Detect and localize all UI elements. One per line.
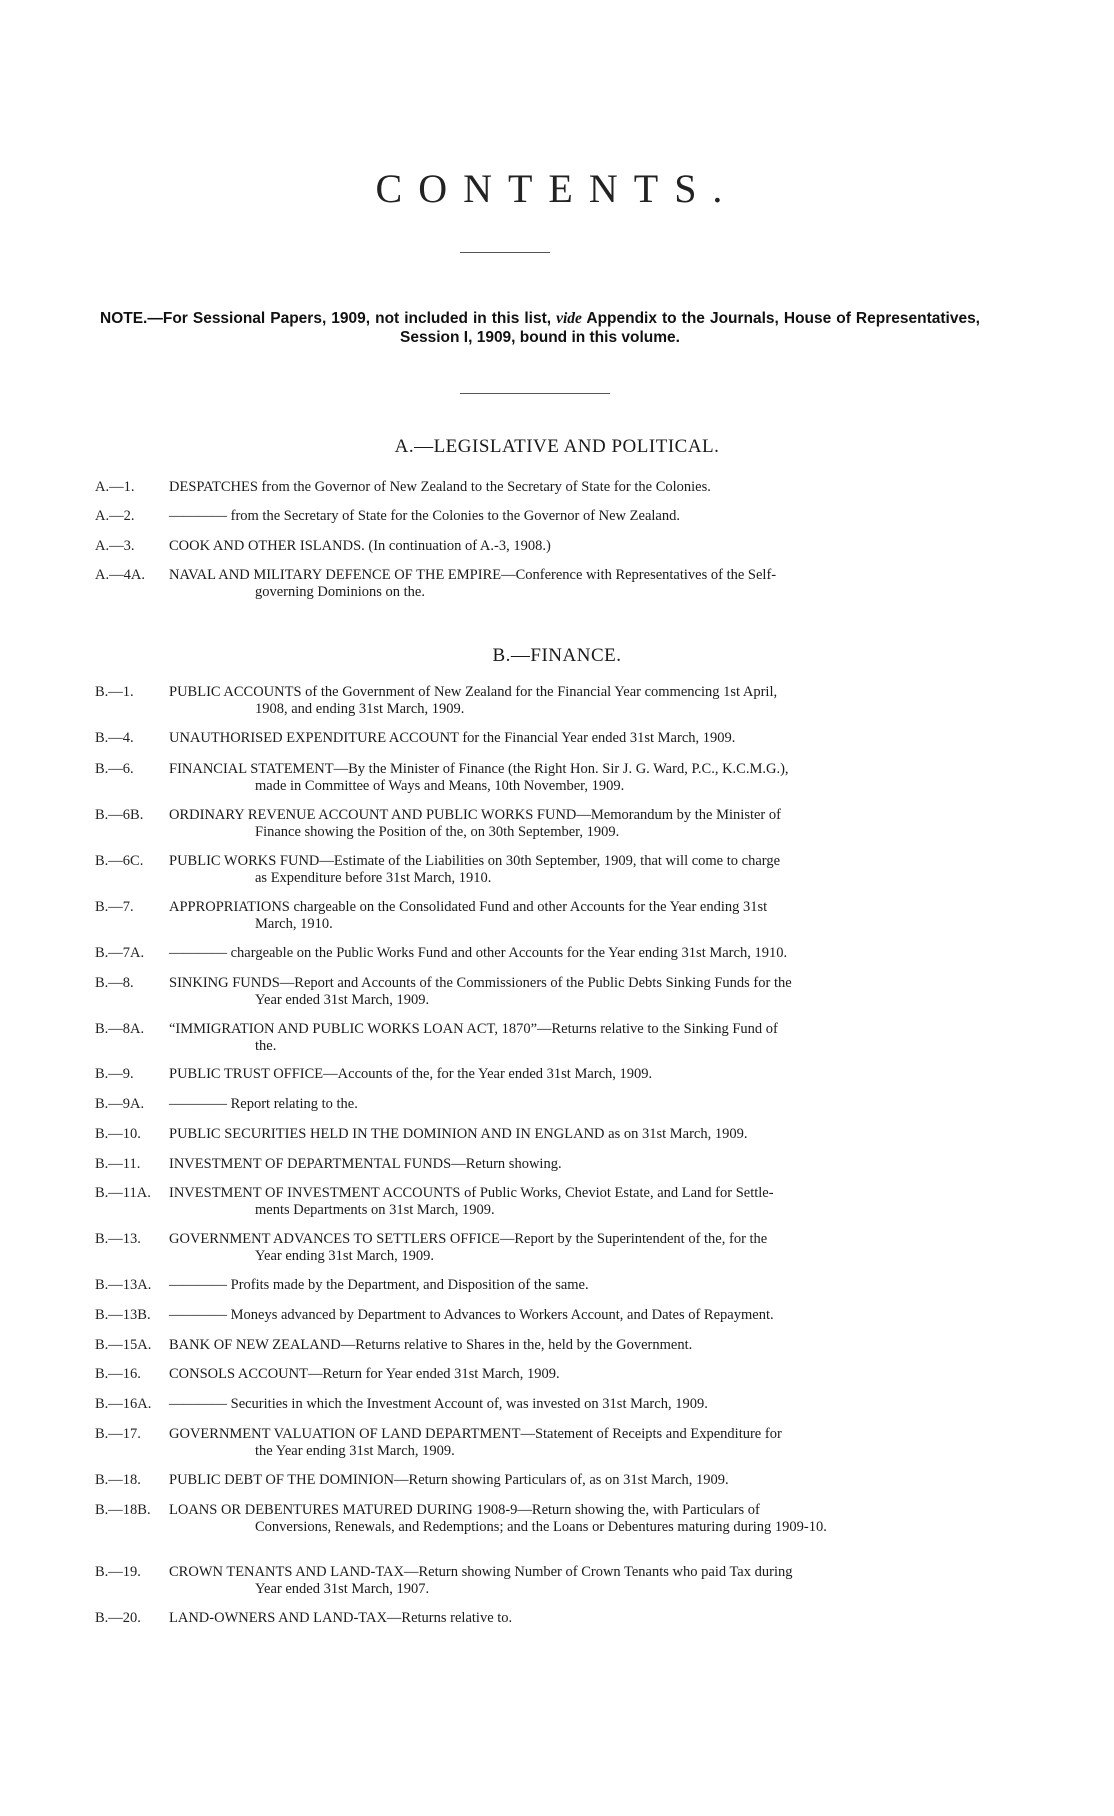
entry-title: PUBLIC SECURITIES HELD IN THE DOMINION AND IN ENGLAND as on 31st March, 1909. — [169, 1126, 748, 1142]
entry-title: INVESTMENT OF DEPARTMENTAL FUNDS—Return showing. — [169, 1156, 562, 1172]
entry-code: A.—3. — [95, 538, 135, 554]
entry-code: B.—6B. — [95, 807, 144, 823]
entry-continuation: Year ended 31st March, 1907. — [255, 1581, 430, 1597]
entry-continuation: March, 1910. — [255, 916, 333, 932]
entry-code: B.—9. — [95, 1066, 134, 1082]
entry-title: UNAUTHORISED EXPENDITURE ACCOUNT for the Financial Year ended 31st March, 1909. — [169, 730, 736, 746]
entry-continuation: Finance showing the Position of the, on 30th September, 1909. — [255, 824, 620, 840]
entry-code: B.—20. — [95, 1610, 141, 1626]
entry-title: LAND-OWNERS AND LAND-TAX—Returns relative to. — [169, 1610, 513, 1626]
entry-code: B.—15A. — [95, 1337, 152, 1353]
entry-code: A.—4A. — [95, 567, 145, 583]
entry-title: NAVAL AND MILITARY DEFENCE OF THE EMPIRE—Conference with Representatives of the Self- — [169, 567, 777, 583]
entry-text — [169, 945, 995, 962]
entry-continuation: governing Dominions on the. — [255, 584, 425, 600]
entry-text — [169, 684, 995, 718]
note-vide: vide — [556, 310, 582, 327]
entry-title: ORDINARY REVENUE ACCOUNT AND PUBLIC WORKS FUND—Memorandum by the Minister of — [169, 807, 781, 823]
entry-code: B.—17. — [95, 1426, 141, 1442]
entry-code: B.—7. — [95, 899, 134, 915]
entry-code: B.—13A. — [95, 1277, 152, 1293]
entry-continuation: Year ended 31st March, 1909. — [255, 992, 430, 1008]
entry-code: B.—8A. — [95, 1021, 145, 1037]
entry-title: ———— Report relating to the. — [169, 1096, 358, 1112]
entry-text — [169, 479, 995, 496]
entry-text — [169, 1337, 995, 1354]
entry-code: B.—6. — [95, 761, 134, 777]
entry-text — [169, 1366, 995, 1383]
entry-text — [169, 1502, 995, 1536]
entry-title: GOVERNMENT ADVANCES TO SETTLERS OFFICE—Report by the Superintendent of the, for the — [169, 1231, 768, 1247]
entry-title: CROWN TENANTS AND LAND-TAX—Return showing Number of Crown Tenants who paid Tax during — [169, 1564, 793, 1580]
entry-text — [169, 899, 995, 933]
entry-text — [169, 1156, 995, 1173]
entry-code: B.—13B. — [95, 1307, 151, 1323]
entry-text — [169, 1610, 995, 1627]
entry-text — [169, 1307, 995, 1324]
entry-title: GOVERNMENT VALUATION OF LAND DEPARTMENT—Statement of Receipts and Expenditure for — [169, 1426, 782, 1442]
entry-code: B.—11. — [95, 1156, 141, 1172]
page-title: CONTENTS. — [375, 166, 739, 211]
entry-title: CONSOLS ACCOUNT—Return for Year ended 31st March, 1909. — [169, 1366, 560, 1382]
note-rest: Appendix to the Journals, House of Representatives, Session I, 1909, bound in this volume. — [400, 310, 980, 346]
section-heading-finance: B.—FINANCE. — [492, 645, 622, 666]
entry-code: A.—1. — [95, 479, 135, 495]
entry-code: B.—9A. — [95, 1096, 145, 1112]
entry-code: B.—4. — [95, 730, 134, 746]
entry-text — [169, 1277, 995, 1294]
entry-text — [169, 508, 995, 525]
entry-continuation: Conversions, Renewals, and Redemptions; and the Loans or Debentures maturing during 1909-10. — [255, 1519, 827, 1535]
entry-text — [169, 1185, 995, 1219]
sessional-papers-note — [100, 309, 980, 347]
entry-title: PUBLIC DEBT OF THE DOMINION—Return showing Particulars of, as on 31st March, 1909. — [169, 1472, 729, 1488]
entry-continuation: as Expenditure before 31st March, 1910. — [255, 870, 492, 886]
entry-title: ———— from the Secretary of State for the Colonies to the Governor of New Zealand. — [169, 508, 680, 524]
entry-continuation: the. — [255, 1038, 277, 1054]
entry-text — [169, 730, 995, 747]
entry-code: B.—1. — [95, 684, 134, 700]
entry-title: PUBLIC WORKS FUND—Estimate of the Liabilities on 30th September, 1909, that will come to charge — [169, 853, 781, 869]
entry-text — [169, 538, 995, 555]
entry-code: B.—7A. — [95, 945, 145, 961]
entry-code: B.—19. — [95, 1564, 141, 1580]
entry-text — [169, 567, 995, 601]
entry-title: ———— Profits made by the Department, and Disposition of the same. — [169, 1277, 589, 1293]
entry-continuation: the Year ending 31st March, 1909. — [255, 1443, 455, 1459]
entry-text — [169, 807, 995, 841]
entry-text — [169, 1066, 995, 1083]
entry-continuation: made in Committee of Ways and Means, 10th November, 1909. — [255, 778, 625, 794]
entry-title: PUBLIC TRUST OFFICE—Accounts of the, for the Year ended 31st March, 1909. — [169, 1066, 653, 1082]
entry-continuation: ments Departments on 31st March, 1909. — [255, 1202, 495, 1218]
entry-code: B.—11A. — [95, 1185, 151, 1201]
entry-title: FINANCIAL STATEMENT—By the Minister of Finance (the Right Hon. Sir J. G. Ward, P.C., K.C.M.G.), — [169, 761, 789, 777]
entry-continuation: Year ending 31st March, 1909. — [255, 1248, 434, 1264]
entry-code: B.—16. — [95, 1366, 141, 1382]
entry-title: PUBLIC ACCOUNTS of the Government of New Zealand for the Financial Year commencing 1st April, — [169, 684, 778, 700]
entry-text — [169, 1231, 995, 1265]
entry-code: B.—18B. — [95, 1502, 151, 1518]
entry-text — [169, 1021, 995, 1055]
entry-text — [169, 1472, 995, 1489]
entry-code: A.—2. — [95, 508, 135, 524]
entry-title: INVESTMENT OF INVESTMENT ACCOUNTS of Public Works, Cheviot Estate, and Land for Settle- — [169, 1185, 774, 1201]
entry-title: APPROPRIATIONS chargeable on the Consolidated Fund and other Accounts for the Year ending 31st — [169, 899, 768, 915]
entry-code: B.—16A. — [95, 1396, 152, 1412]
entry-text — [169, 1426, 995, 1460]
entry-text — [169, 853, 995, 887]
entry-code: B.—18. — [95, 1472, 141, 1488]
entry-title: ———— Moneys advanced by Department to Advances to Workers Account, and Dates of Repayment. — [169, 1307, 774, 1323]
note-divider — [460, 393, 610, 394]
entry-text — [169, 1564, 995, 1598]
entry-title: DESPATCHES from the Governor of New Zealand to the Secretary of State for the Colonies. — [169, 479, 711, 495]
entry-title: COOK AND OTHER ISLANDS. (In continuation of A.-3, 1908.) — [169, 538, 551, 554]
section-heading-legislative: A.—LEGISLATIVE AND POLITICAL. — [394, 436, 720, 457]
entry-code: B.—6C. — [95, 853, 144, 869]
entry-text — [169, 761, 995, 795]
note-lead: NOTE.—For Sessional Papers, 1909, not included in this list, — [100, 310, 557, 327]
entry-continuation: 1908, and ending 31st March, 1909. — [255, 701, 465, 717]
entry-title: ———— chargeable on the Public Works Fund and other Accounts for the Year ending 31st March, 1910. — [169, 945, 788, 961]
entry-code: B.—13. — [95, 1231, 141, 1247]
entry-title: “IMMIGRATION AND PUBLIC WORKS LOAN ACT, 1870”—Returns relative to the Sinking Fund of — [169, 1021, 778, 1037]
entry-code: B.—10. — [95, 1126, 141, 1142]
entry-code: B.—8. — [95, 975, 134, 991]
entry-title: ———— Securities in which the Investment Account of, was invested on 31st March, 1909. — [169, 1396, 708, 1412]
entry-title: BANK OF NEW ZEALAND—Returns relative to Shares in the, held by the Government. — [169, 1337, 693, 1353]
entry-text — [169, 975, 995, 1009]
entry-text — [169, 1096, 995, 1113]
entry-title: LOANS OR DEBENTURES MATURED DURING 1908-9—Return showing the, with Particulars of — [169, 1502, 760, 1518]
entry-text — [169, 1126, 995, 1143]
entry-title: SINKING FUNDS—Report and Accounts of the Commissioners of the Public Debts Sinking Funds for the — [169, 975, 792, 991]
entry-text — [169, 1396, 995, 1413]
title-divider — [460, 252, 550, 253]
